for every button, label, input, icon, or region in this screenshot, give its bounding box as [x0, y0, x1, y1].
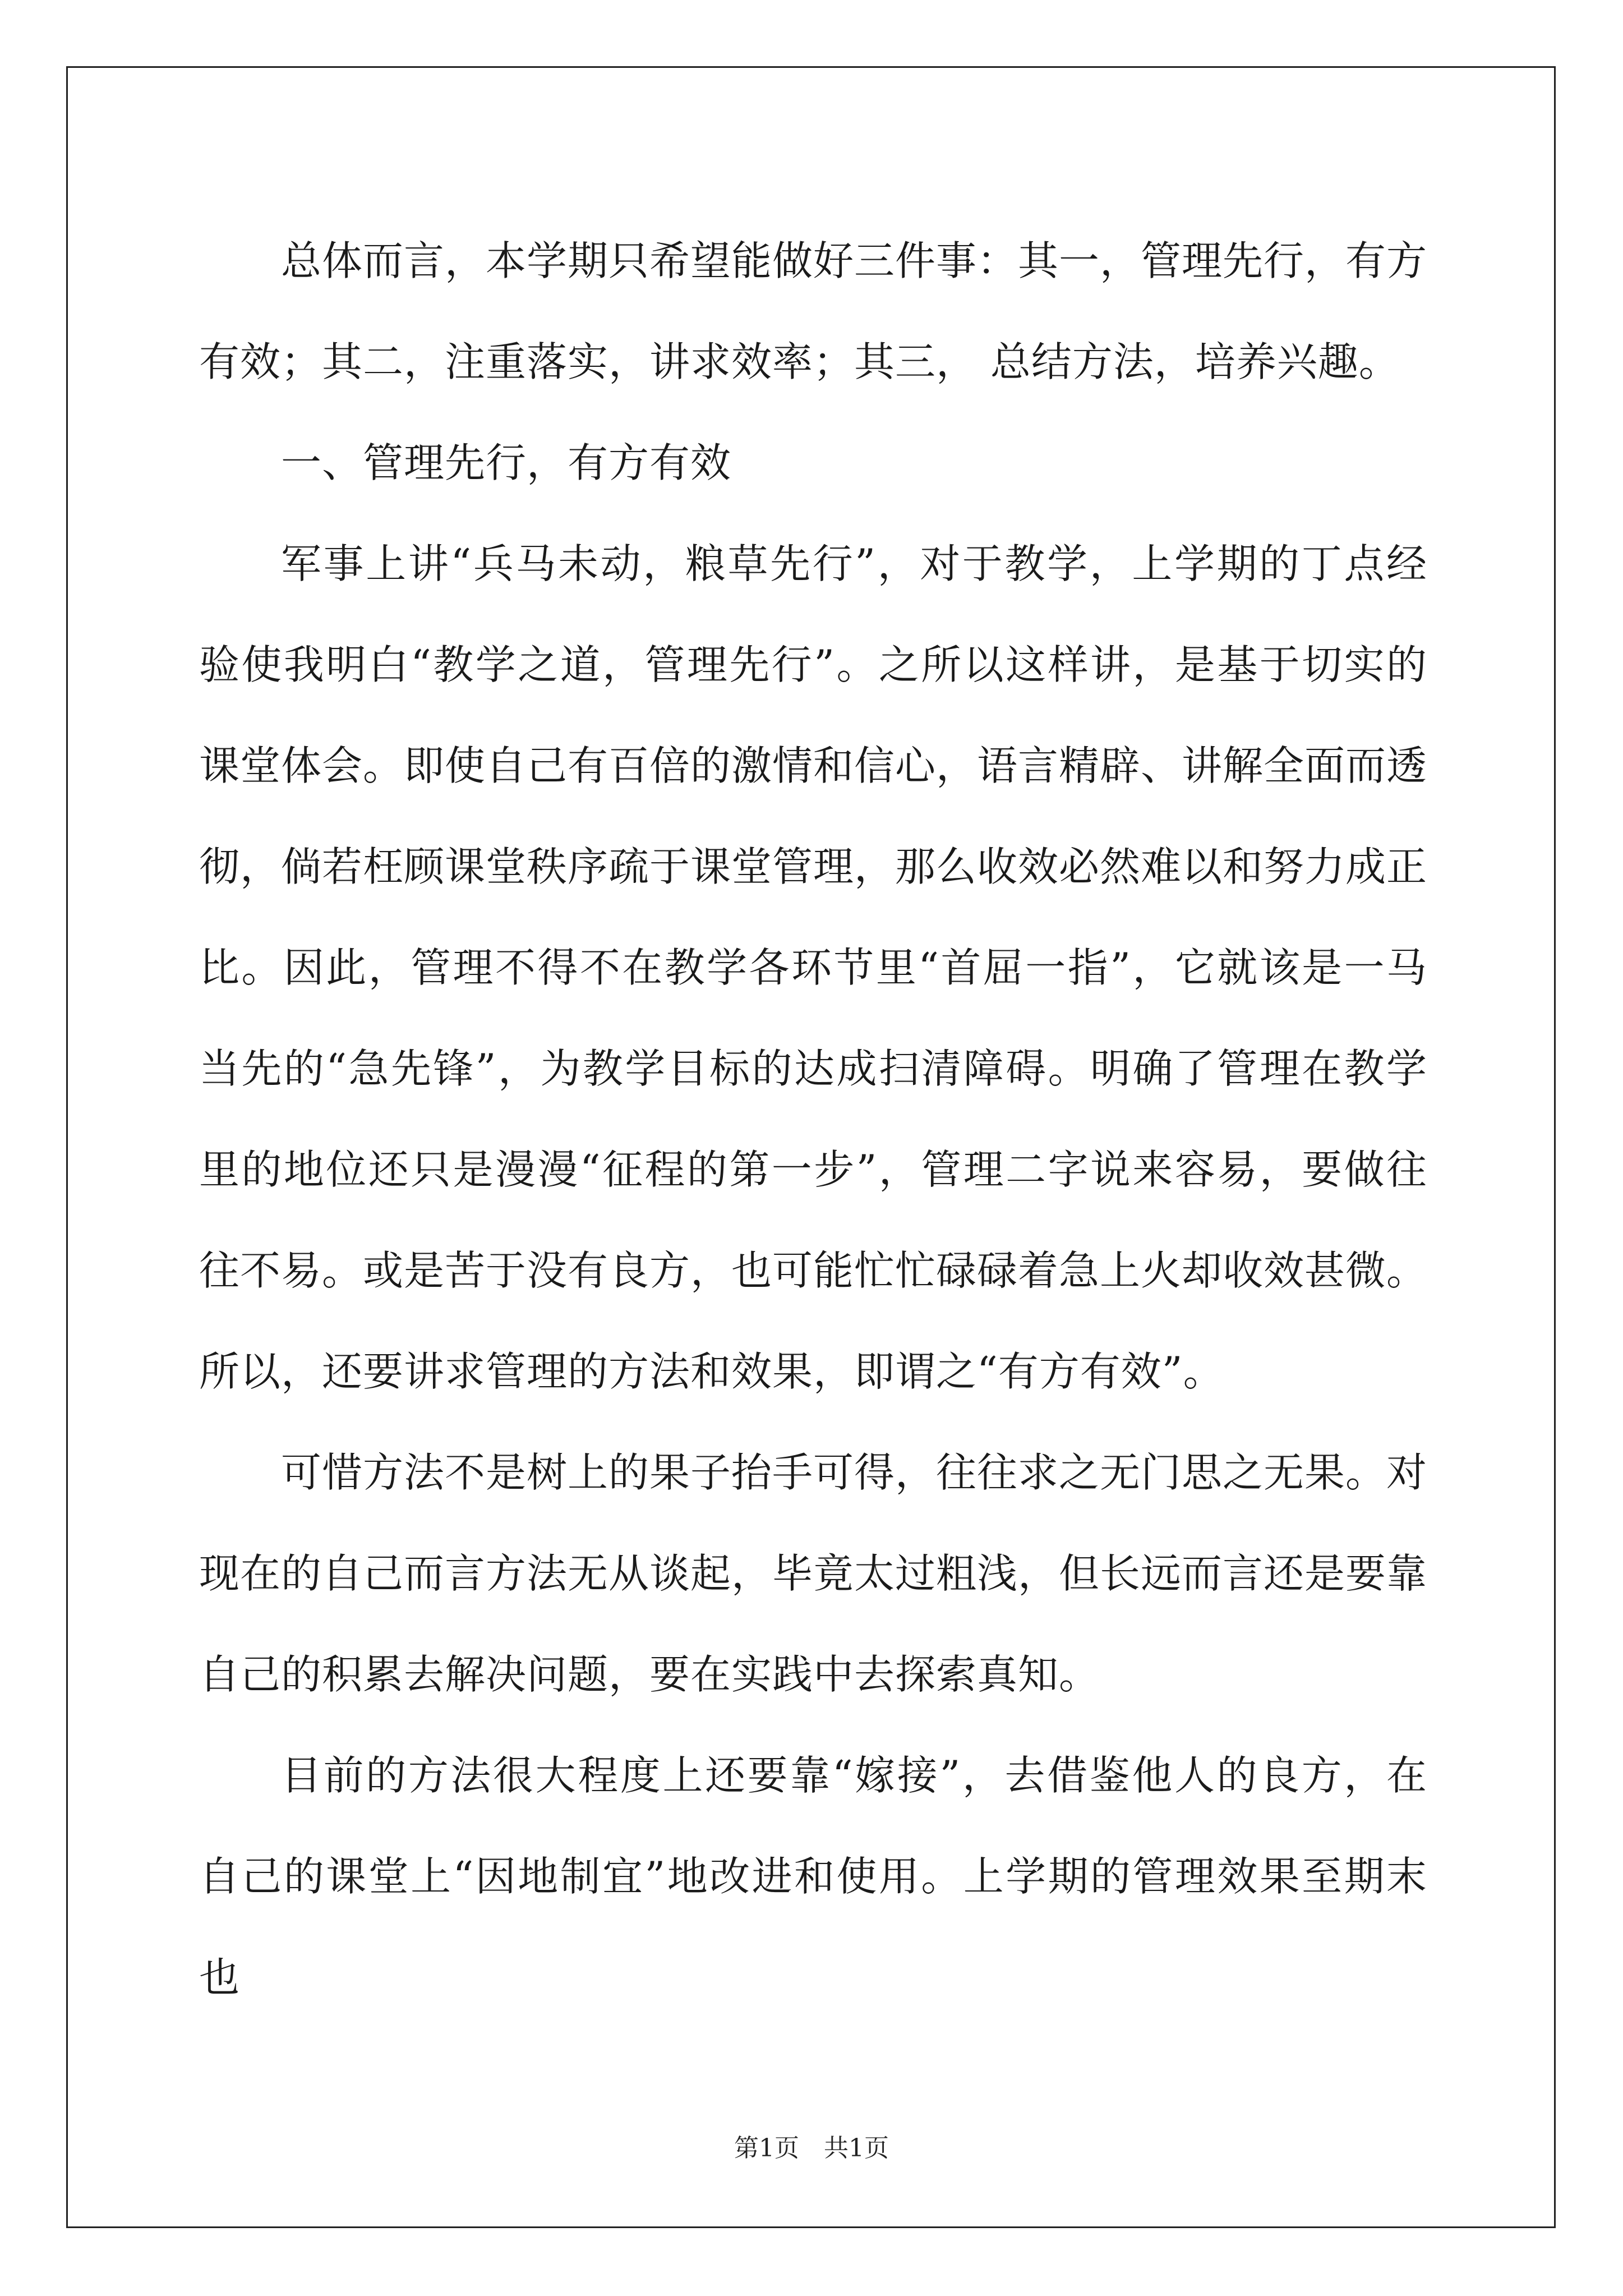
paragraph-grafting: 目前的方法很大程度上还要靠“嫁接”，去借鉴他人的良方，在自己的课堂上“因地制宜”地改进和使用。上学期的管理效果至期末也	[199, 1752, 1427, 2001]
page-footer: 第1页 共1页	[734, 2134, 889, 2162]
section-heading: 一、管理先行，有方有效	[281, 439, 732, 486]
paragraph-methods: 可惜方法不是树上的果子抬手可得，往往求之无门思之无果。对现在的自己而言方法无从谈起，毕竟太过粗浅，但长远而言还是要靠自己的积累去解决问题，要在实践中去探索真知。	[199, 1449, 1428, 1698]
document-body	[199, 210, 1427, 2028]
paragraph-management: 军事上讲“兵马未动，粮草先行”，对于教学，上学期的丁点经验使我明白“教学之道，管理先行”。之所以这样讲，是基于切实的课堂体会。即使自己有百倍的激情和信心，语言精辟、讲解全面而透彻，倘若枉顾课堂秩序疏于课堂管理，那么收效必然难以和努力成正比。因此，管理不得不在教学各环节里“首屈一指”，它就该是一马当先的“急先锋”，为教学目标的达成扫清障碍。明确了管理在教学里的地位还只是漫漫“征程的第一步”，管理二字说来容易，要做往往不易。或是苦于没有良方，也可能忙忙碌碌着急上火却收效甚微。所以，还要讲求管理的方法和效果，即谓之“有方有效”。	[199, 540, 1428, 1395]
paragraph-intro: 总体而言，本学期只希望能做好三件事：其一，管理先行，有方有效；其二，注重落实，讲求效率；其三， 总结方法，培养兴趣。	[199, 237, 1428, 385]
